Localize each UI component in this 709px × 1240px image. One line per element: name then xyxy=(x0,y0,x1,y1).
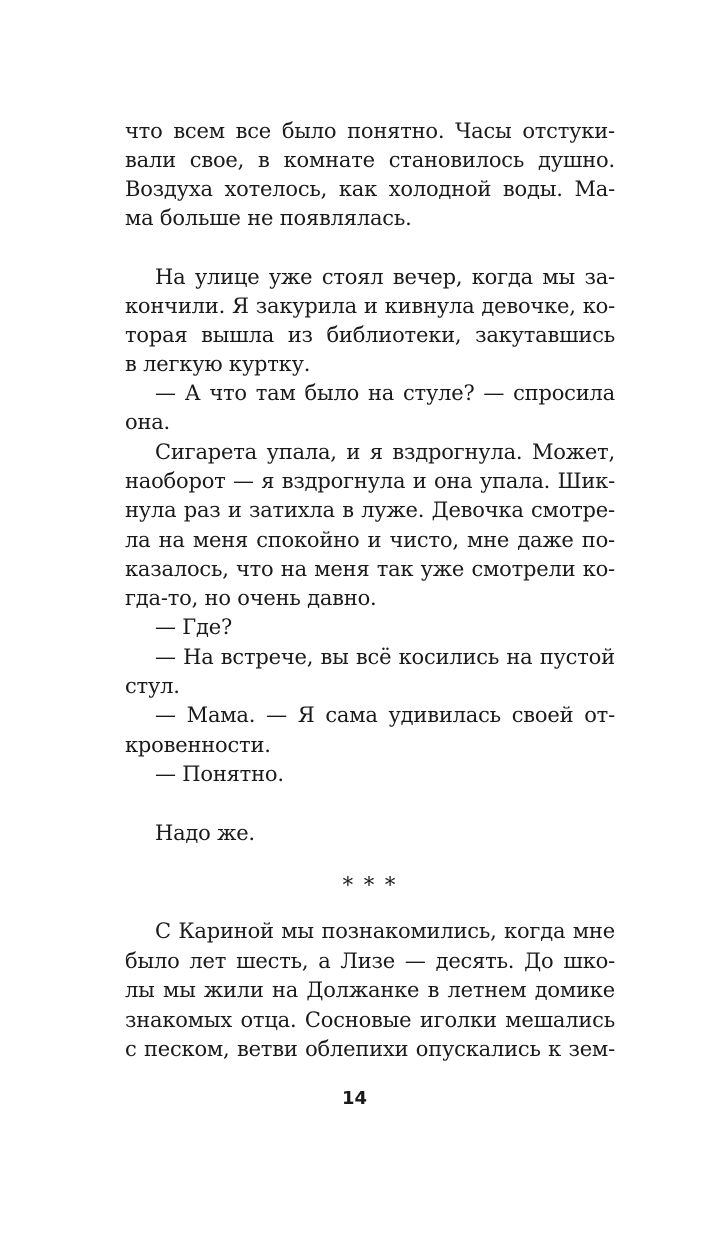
text-line: ла на меня спокойно и чисто, мне даже по- xyxy=(125,528,615,552)
text-line: было лет шесть, а Лизе — десять. До шко- xyxy=(125,949,615,973)
text-line: Надо же. xyxy=(155,821,255,845)
text-line: торая вышла из библиотеки, закутавшись xyxy=(125,323,615,347)
dialogue-line: — Где? xyxy=(155,615,232,639)
text-line: Сигарета упала, и я вздрогнула. Может, xyxy=(155,440,615,464)
text-line: лы мы жили на Должанке в летнем домике xyxy=(125,978,615,1002)
text-line: На улице уже стоял вечер, когда мы за- xyxy=(155,265,615,289)
text-line: с песком, ветви облепихи опускались к зем- xyxy=(125,1037,615,1061)
dialogue-line: — А что там было на стуле? — спросила xyxy=(155,381,615,405)
text-line: знакомых отца. Сосновые иголки мешались xyxy=(125,1008,615,1032)
page-number: 14 xyxy=(341,1088,368,1109)
text-line: что всем все было понятно. Часы отстуки- xyxy=(125,119,615,143)
text-line: казалось, что на меня так уже смотрели ко- xyxy=(125,557,615,581)
dialogue-line: — Понятно. xyxy=(155,762,284,786)
text-line: гда-то, но очень давно. xyxy=(125,586,377,610)
text-line: наоборот — я вздрогнула и она упала. Шик- xyxy=(125,469,615,493)
dialogue-line: — На встрече, вы всё косились на пустой xyxy=(155,645,615,669)
text-line: в легкую куртку. xyxy=(125,352,311,376)
text-line: она. xyxy=(125,410,171,434)
text-line: кончили. Я закурила и кивнула девочке, ко- xyxy=(125,294,615,318)
text-line: кровенности. xyxy=(125,733,271,757)
text-line: ма больше не появлялась. xyxy=(125,206,412,230)
text-line: вали свое, в комнате становилось душно. xyxy=(125,148,615,172)
text-line: стул. xyxy=(125,674,180,698)
text-line: С Кариной мы познакомились, когда мне xyxy=(155,919,615,943)
section-separator: * * * xyxy=(342,873,398,897)
text-line: нула раз и затихла в луже. Девочка смотре- xyxy=(125,498,615,522)
text-line: Воздуха хотелось, как холодной воды. Ма- xyxy=(125,177,615,201)
dialogue-line: — Мама. — Я сама удивилась своей от- xyxy=(155,703,615,727)
